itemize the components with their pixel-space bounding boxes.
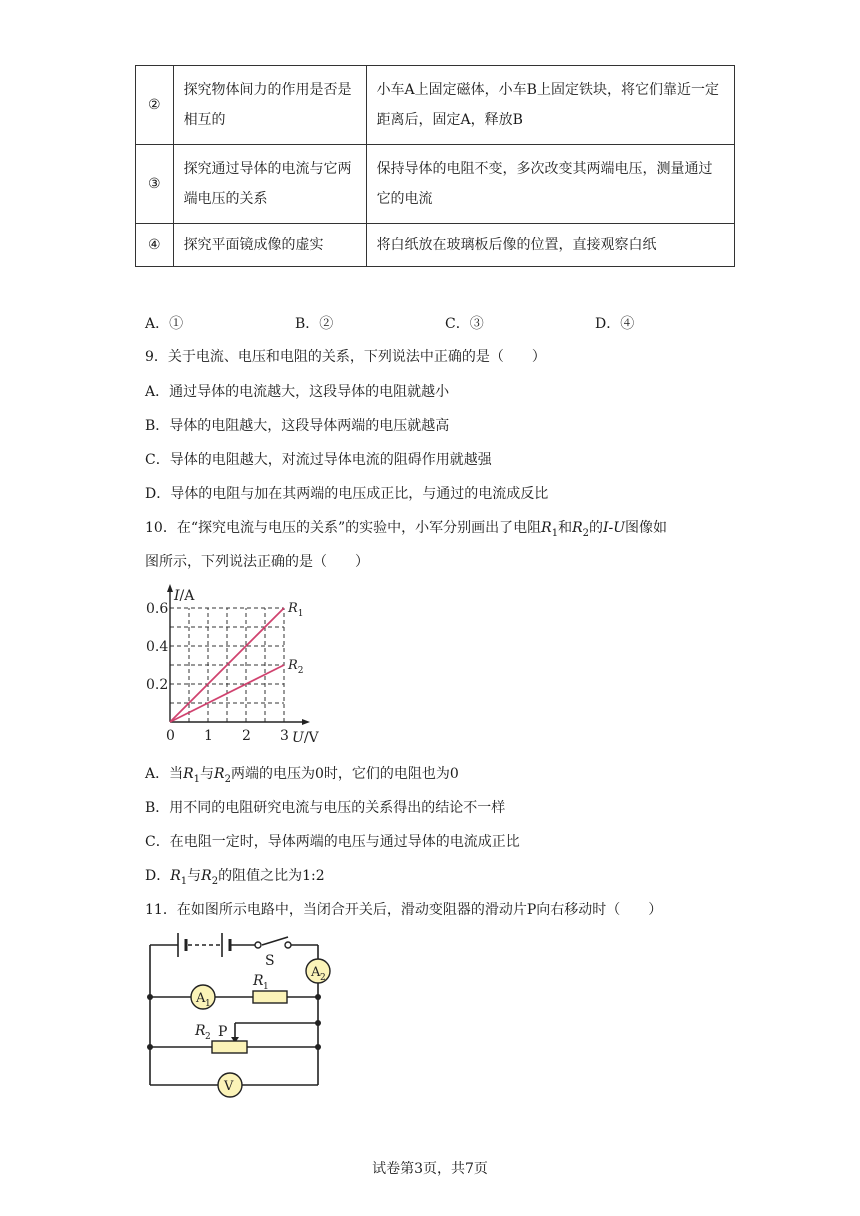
r2-label: R xyxy=(195,1023,206,1039)
rheostat-r2 xyxy=(212,1041,247,1053)
option-text: 两端的电压为0时，它们的电阻也为0 xyxy=(230,766,459,782)
q8-option-d: D．④ xyxy=(595,316,635,332)
experiment-name: 探究平面镜成像的虚实 xyxy=(173,224,366,267)
r1-subscript: 1 xyxy=(180,875,188,887)
voltmeter-label: V xyxy=(224,1079,234,1094)
option-text: 与 xyxy=(200,766,215,782)
r1-symbol: R xyxy=(170,868,181,884)
iu-chart xyxy=(140,582,340,752)
circuit-diagram xyxy=(140,925,340,1100)
y-axis-arrow xyxy=(167,584,173,592)
r1-subscript: 1 xyxy=(551,527,559,539)
a1-label: A xyxy=(196,991,206,1006)
row-number: ② xyxy=(136,66,174,145)
junction-dot xyxy=(147,994,153,1000)
q10-option-c: C．在电阻一定时，导体两端的电压与通过导体的电流成正比 xyxy=(145,834,520,850)
x-axis-arrow xyxy=(302,719,310,725)
page-footer: 试卷第3页，共7页 xyxy=(372,1161,488,1177)
slider-label: P xyxy=(218,1024,228,1040)
switch-contact xyxy=(255,942,261,948)
q9-option-d: D．导体的电阻与加在其两端的电压成正比，与通过的电流成反比 xyxy=(145,486,549,502)
table-row xyxy=(136,66,735,145)
junction-dot xyxy=(147,1044,153,1050)
r1-label: R xyxy=(253,973,264,989)
q8-option-c: C．③ xyxy=(445,316,484,332)
table-row xyxy=(136,145,735,224)
q10-stem-text: 的 xyxy=(588,520,603,536)
y-tick-label: 0.4 xyxy=(146,639,169,655)
x-tick-label: 3 xyxy=(280,728,289,744)
q9-option-c: C．导体的电阻越大，对流过导体电流的阻碍作用就越强 xyxy=(145,452,492,468)
r2-symbol: R xyxy=(214,766,225,782)
q8-option-a: A．① xyxy=(145,316,184,332)
junction-dot xyxy=(315,1020,321,1026)
y-axis-label: I/A xyxy=(174,588,195,604)
option-text: A．当 xyxy=(145,766,184,782)
q10-stem-text: 图像如 xyxy=(625,520,668,536)
switch-lever xyxy=(262,937,288,945)
experiment-name: 探究通过导体的电流与它两端电压的关系 xyxy=(173,145,366,224)
junction-dot xyxy=(315,994,321,1000)
r2-subscript: 2 xyxy=(211,875,219,887)
q9-stem: 9．关于电流、电压和电阻的关系，下列说法中正确的是（ ） xyxy=(145,349,546,365)
x-tick-label: 1 xyxy=(204,728,213,744)
experiment-method: 保持导体的电阻不变，多次改变其两端电压，测量通过它的电流 xyxy=(366,145,734,224)
q9-option-b: B．导体的电阻越大，这段导体两端的电压就越高 xyxy=(145,418,450,434)
option-text: 的阻值之比为1:2 xyxy=(218,868,325,884)
iu-symbol: I-U xyxy=(602,520,626,536)
y-tick-label: 0.2 xyxy=(146,677,169,693)
x-tick-label: 2 xyxy=(242,728,251,744)
r1-subscript: 1 xyxy=(263,982,269,992)
q10-option-d xyxy=(145,865,325,887)
experiment-method: 将白纸放在玻璃板后像的位置，直接观察白纸 xyxy=(366,224,734,267)
r2-symbol: R xyxy=(201,868,212,884)
row-number: ④ xyxy=(136,224,174,267)
table-row xyxy=(136,224,735,267)
experiment-method: 小车A上固定磁体，小车B上固定铁块，将它们靠近一定距离后，固定A，释放B xyxy=(366,66,734,145)
q10-stem-text: 10．在“探究电流与电压的关系”的实验中，小军分别画出了电阻 xyxy=(145,520,542,536)
junction-dot xyxy=(315,1044,321,1050)
q10-option-b: B．用不同的电阻研究电流与电压的关系得出的结论不一样 xyxy=(145,800,506,816)
q8-option-b: B．② xyxy=(295,316,334,332)
r1-symbol: R xyxy=(183,766,194,782)
q11-stem: 11．在如图所示电路中，当闭合开关后，滑动变阻器的滑动片P向右移动时（ ） xyxy=(145,902,663,918)
r1-symbol: R xyxy=(541,520,552,536)
series-label-r1: $R_1$ xyxy=(288,601,304,619)
r2-subscript: 2 xyxy=(205,1032,211,1042)
x-axis-label: U/V xyxy=(292,730,319,746)
q10-option-a xyxy=(145,763,459,785)
r2-subscript: 2 xyxy=(224,773,231,785)
experiment-name: 探究物体间力的作用是否是相互的 xyxy=(173,66,366,145)
a1-subscript: 1 xyxy=(205,999,211,1009)
q9-option-a: A．通过导体的电流越大，这段导体的电阻就越小 xyxy=(145,384,450,400)
a2-label: A xyxy=(311,965,321,980)
r2-symbol: R xyxy=(572,520,583,536)
switch-contact xyxy=(285,942,291,948)
series-label-r2: $R_2$ xyxy=(288,658,304,676)
r1-subscript: 1 xyxy=(193,773,201,785)
q10-stem-line1 xyxy=(145,517,667,539)
r2-subscript: 2 xyxy=(582,527,589,539)
row-number: ③ xyxy=(136,145,174,224)
experiment-table xyxy=(135,65,735,267)
switch-label: S xyxy=(265,953,275,969)
a2-subscript: 2 xyxy=(320,973,326,983)
q10-stem-line2: 图所示，下列说法正确的是（ ） xyxy=(145,554,369,570)
q10-stem-text: 和 xyxy=(558,520,573,536)
resistor-r1 xyxy=(253,991,287,1003)
option-text: D． xyxy=(145,868,171,884)
x-tick-label: 0 xyxy=(166,728,175,744)
option-text: 与 xyxy=(187,868,202,884)
y-tick-label: 0.6 xyxy=(146,601,169,617)
